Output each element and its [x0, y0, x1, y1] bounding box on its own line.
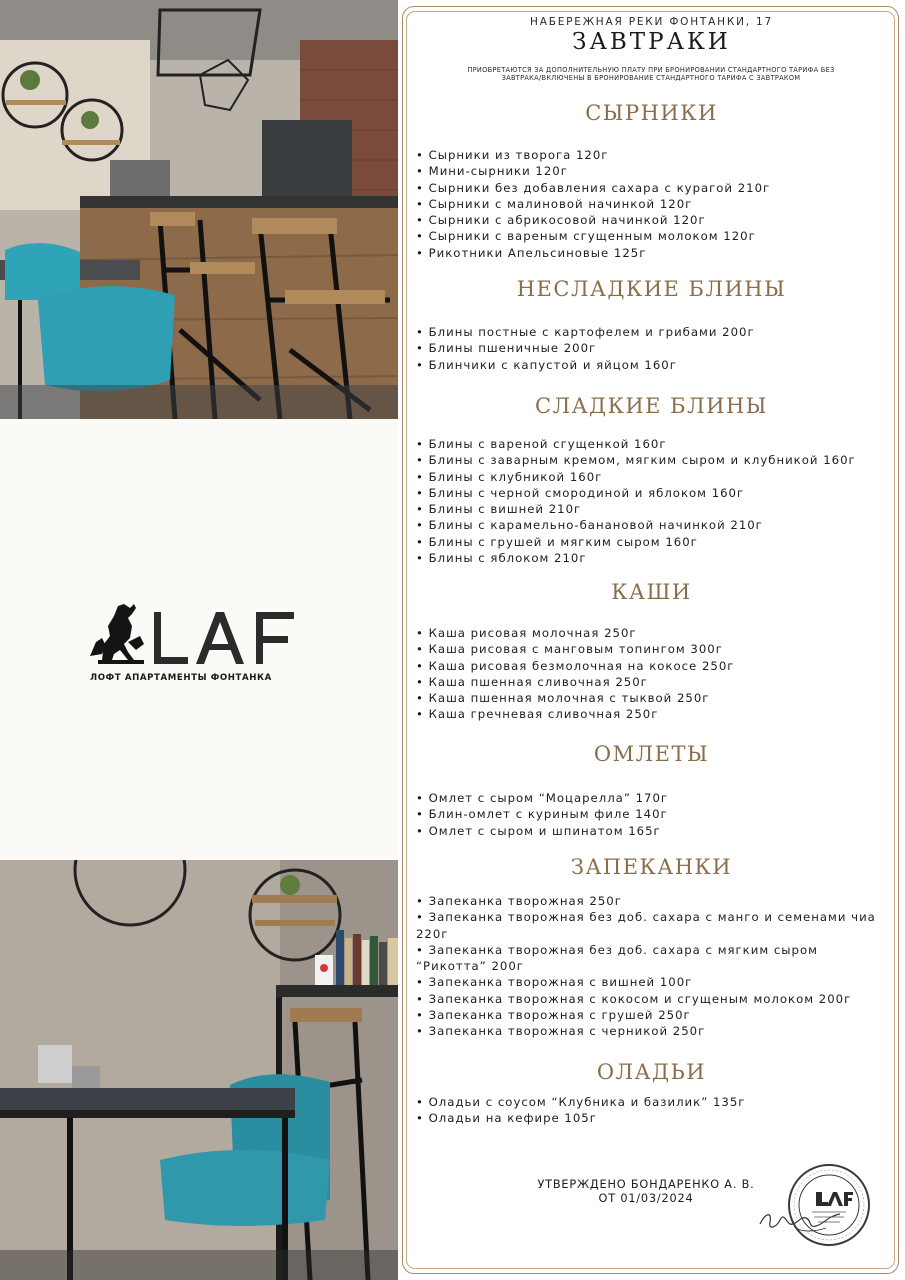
menu-item: • Блины с яблоком 210г: [416, 551, 587, 566]
page-title: ЗАВТРАКИ: [572, 29, 731, 55]
menu-item: • Омлет с сыром “Моцарелла” 170г: [416, 791, 669, 805]
menu-item: • Каша гречневая сливочная 250г: [416, 707, 659, 722]
section-list-omelets: [416, 790, 891, 839]
section-title-porridge: КАШИ: [611, 580, 692, 604]
approval-note: [516, 1178, 776, 1206]
laf-wordmark: [154, 612, 294, 664]
menu-item: • Блины с карамельно-банановой начинкой 210г: [416, 518, 763, 533]
menu-item: • Каша рисовая молочная 250г: [416, 626, 637, 640]
section-title-omelets: ОМЛЕТЫ: [593, 742, 710, 766]
section-title-syrniki: СЫРНИКИ: [585, 101, 718, 125]
approval-date: ОТ 01/03/2024: [598, 1192, 694, 1205]
menu-panel: [398, 0, 905, 1280]
menu-item: • Каша пшенная молочная с тыквой 250г: [416, 691, 710, 706]
menu-item: • Запеканка творожная с грушей 250г: [416, 1008, 691, 1023]
left-column: [0, 0, 398, 1280]
menu-item: • Блины с черной смородиной и яблоком 160г: [416, 485, 745, 500]
logo-caption: ЛОФТ АПАРТАМЕНТЫ ФОНТАНКА: [90, 673, 272, 683]
menu-item: • Запеканка творожная без доб. сахара с манго и семенами чиа 220г: [416, 910, 876, 941]
menu-item: • Блины с заварным кремом, мягким сыром и клубникой 160г: [416, 453, 856, 468]
menu-item: • Блины с вишней 210г: [416, 502, 582, 517]
menu-item: • Сырники с малиновой начинкой 120г: [416, 196, 693, 211]
menu-item: • Блин-омлет с куриным филе 140г: [416, 807, 668, 822]
company-stamp-icon: [786, 1162, 872, 1248]
address: НАБЕРЕЖНАЯ РЕКИ ФОНТАНКИ, 17: [530, 16, 773, 28]
section-list-porridge: [416, 625, 891, 723]
tariff-note: ПРИОБРЕТАЮТСЯ ЗА ДОПОЛНИТЕЛЬНУЮ ПЛАТУ ПРИ БРОНИРОВАНИИ СТАНДАРТНОГО ТАРИФА БЕЗ ЗАВТРАКА/ВКЛЮЧЕНЫ В БРОНИРОВАНИЕ СТАНДАРТНОГО ТАРИФА С ЗАВТРАКОМ: [467, 66, 835, 82]
menu-item: • Оладьи на кефире 105г: [416, 1111, 597, 1126]
interior-photo-bottom: [0, 860, 398, 1280]
section-list-unsweet-pancakes: [416, 324, 891, 373]
section-title-unsweet-pancakes: НЕСЛАДКИЕ БЛИНЫ: [516, 277, 787, 301]
section-list-sweet-pancakes: [416, 436, 891, 566]
menu-item: • Сырники с вареным сгущенным молоком 120г: [416, 229, 756, 244]
section-list-syrniki: [416, 147, 891, 261]
menu-item: • Каша пшенная сливочная 250г: [416, 674, 648, 689]
menu-item: • Запеканка творожная с кокосом и сгущеным молоком 200г: [416, 991, 852, 1006]
menu-item: • Блины с клубникой 160г: [416, 469, 603, 484]
menu-item: • Каша рисовая безмолочная на кокосе 250г: [416, 658, 735, 673]
menu-item: • Запеканка творожная с вишней 100г: [416, 975, 693, 990]
menu-item: • Блины пшеничные 200г: [416, 341, 597, 356]
section-title-fritters: ОЛАДЬИ: [596, 1060, 707, 1084]
menu-item: • Рикотники Апельсиновые 125г: [416, 245, 647, 260]
laf-logo: [84, 598, 304, 688]
menu-item: • Запеканка творожная без доб. сахара с мягким сыром “Рикотта” 200г: [416, 942, 818, 974]
horse-statue-icon: [90, 604, 144, 664]
menu-item: • Блины постные с картофелем и грибами 200г: [416, 325, 755, 339]
menu-item: • Запеканка творожная 250г: [416, 894, 622, 908]
menu-item: • Блины с грушей и мягким сыром 160г: [416, 534, 698, 549]
menu-item: • Омлет с сыром и шпинатом 165г: [416, 823, 661, 838]
menu-item: • Оладьи с соусом “Клубника и базилик” 135г: [416, 1095, 746, 1109]
approval-line: УТВЕРЖДЕНО БОНДАРЕНКО А. В.: [537, 1178, 755, 1191]
menu-item: • Каша рисовая с манговым топингом 300г: [416, 642, 723, 657]
menu-item: • Сырники из творога 120г: [416, 148, 609, 162]
section-list-fritters: [416, 1094, 891, 1127]
section-list-casseroles: [416, 893, 891, 1040]
menu-item: • Сырники без добавления сахара с курагой 210г: [416, 180, 771, 195]
section-title-casseroles: ЗАПЕКАНКИ: [570, 855, 733, 879]
menu-item: • Сырники с абрикосовой начинкой 120г: [416, 213, 706, 228]
menu-item: • Блины с вареной сгущенкой 160г: [416, 437, 667, 451]
menu-item: • Запеканка творожная с черникой 250г: [416, 1024, 706, 1039]
interior-photo-top: [0, 0, 398, 419]
menu-item: • Блинчики с капустой и яйцом 160г: [416, 357, 677, 372]
section-title-sweet-pancakes: СЛАДКИЕ БЛИНЫ: [535, 394, 768, 418]
menu-item: • Мини-сырники 120г: [416, 164, 568, 179]
